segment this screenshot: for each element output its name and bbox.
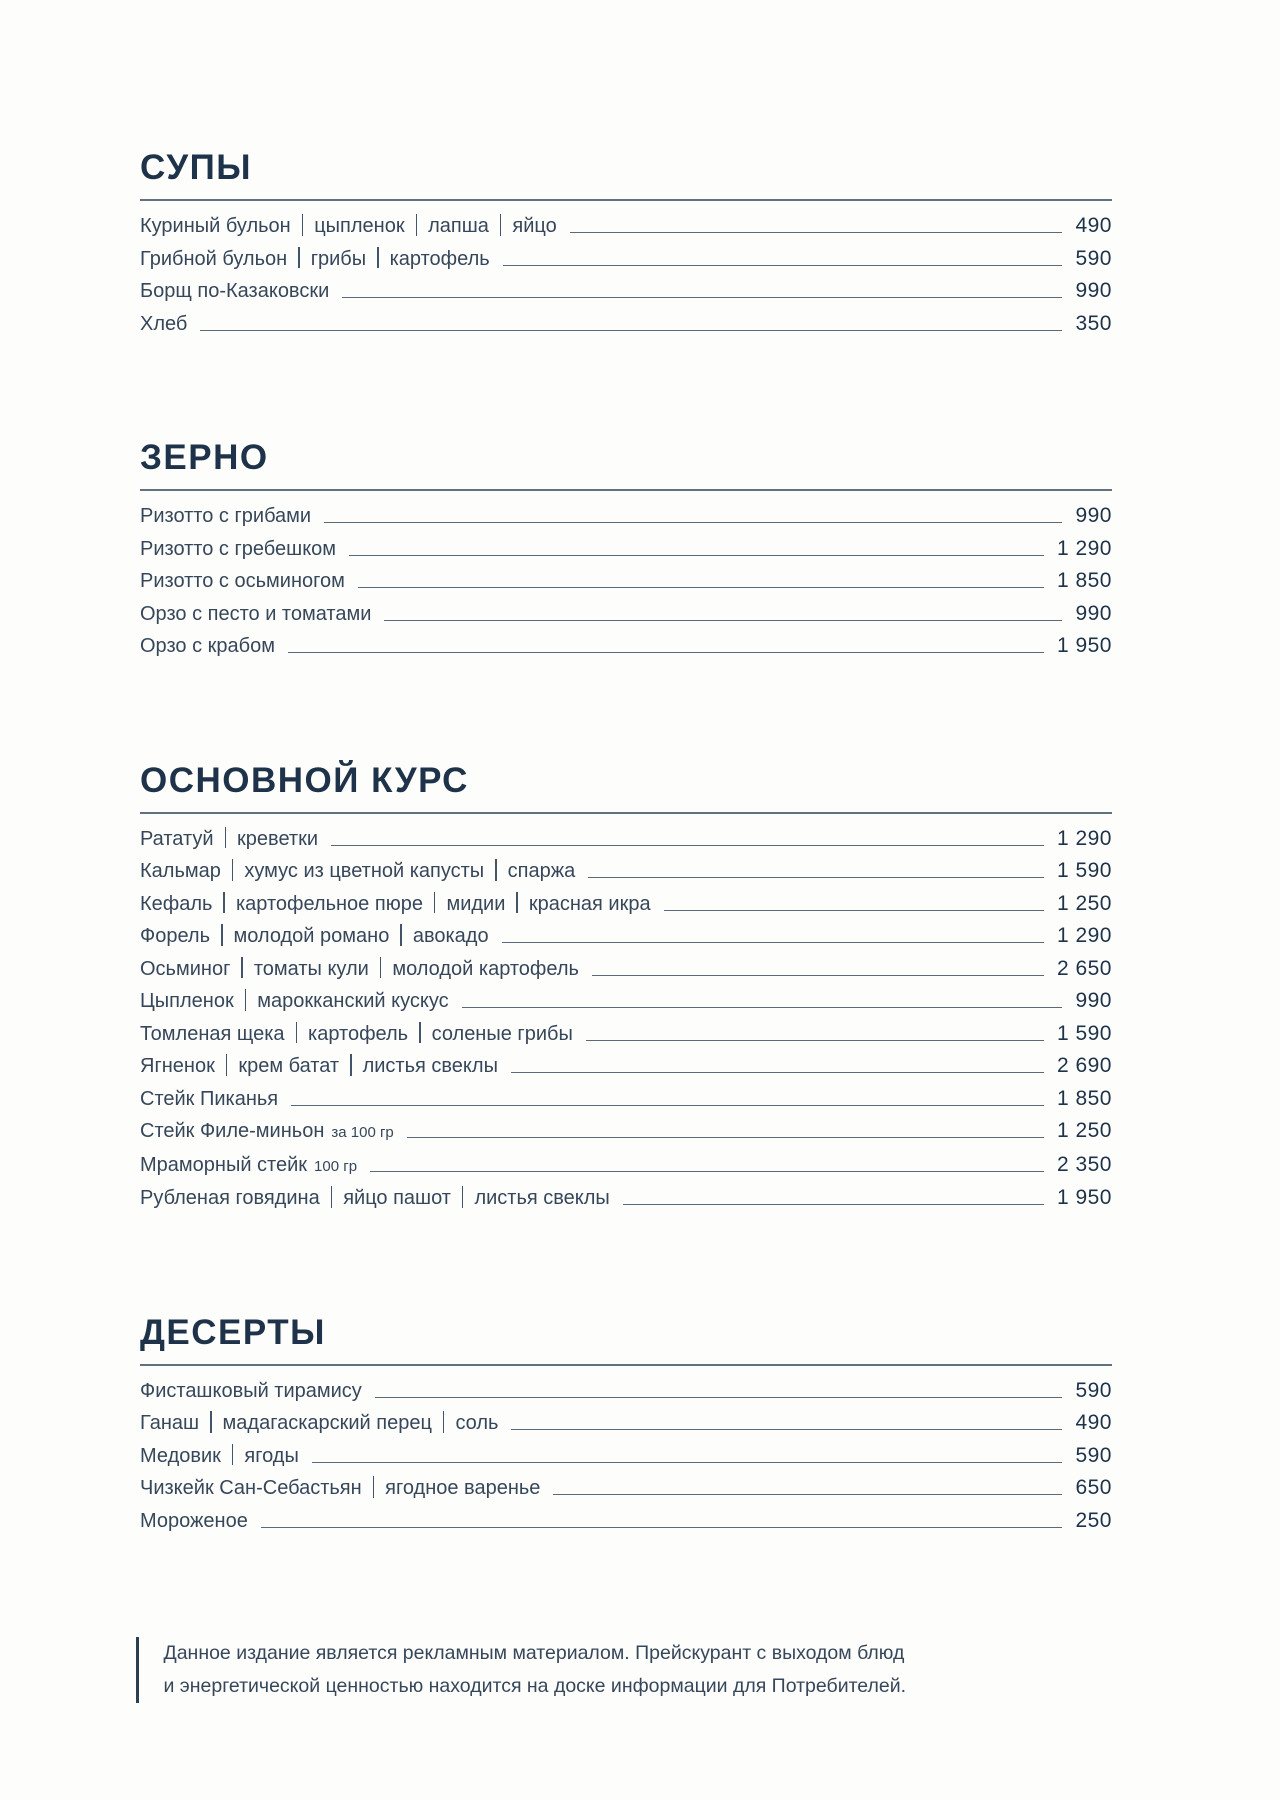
item-price: 590 — [1075, 1378, 1112, 1402]
ingredient-separator — [380, 957, 382, 979]
menu-item-row — [140, 243, 1112, 276]
menu-item-row — [140, 985, 1112, 1018]
item-name: Орзо с песто и томатами — [140, 602, 372, 625]
item-ingredient: молодой картофель — [392, 957, 579, 980]
ingredient-separator — [377, 247, 379, 269]
leader-line — [664, 910, 1044, 911]
menu-item-row — [140, 533, 1112, 566]
item-price: 2 690 — [1056, 1054, 1112, 1077]
leader-line — [342, 297, 1062, 298]
menu-item-row — [140, 1149, 1112, 1183]
menu-item-row — [140, 1115, 1112, 1149]
item-name: Грибной бульон — [140, 247, 288, 270]
menu-section — [140, 1312, 1112, 1538]
ingredient-separator — [210, 1411, 212, 1433]
item-note: за 100 гр — [331, 1124, 394, 1141]
item-price: 1 850 — [1056, 1086, 1112, 1110]
menu-item-row — [140, 630, 1112, 663]
ingredient-separator — [500, 214, 502, 236]
item-name: Ягненок — [140, 1055, 215, 1077]
item-text — [140, 244, 490, 276]
item-text — [140, 599, 371, 631]
item-name: Ризотто с осьминогом — [140, 570, 345, 592]
leader-line — [291, 1105, 1044, 1106]
section-title: ДЕСЕРТЫ — [140, 1312, 326, 1352]
item-name: Рататуй — [140, 827, 214, 850]
leader-line — [586, 1040, 1044, 1041]
item-name: Осьминог — [140, 957, 231, 980]
menu-item-row — [140, 823, 1112, 856]
item-text — [140, 824, 318, 856]
menu-item-row — [140, 920, 1112, 953]
leader-line — [384, 620, 1062, 621]
ingredient-separator — [223, 892, 225, 914]
item-text — [140, 211, 557, 243]
item-ingredient: крем батат — [238, 1055, 340, 1077]
item-name: Стейк Пиканья — [140, 1087, 279, 1110]
item-name: Ганаш — [140, 1412, 200, 1434]
item-price: 1 850 — [1056, 569, 1112, 592]
item-price: 350 — [1075, 311, 1112, 335]
footer-accent-bar — [136, 1637, 139, 1703]
item-price: 590 — [1075, 246, 1112, 270]
ingredient-separator — [331, 1186, 333, 1208]
section-items — [140, 814, 1112, 1215]
item-ingredient: ягодное варенье — [385, 1477, 541, 1499]
item-ingredient: соль — [455, 1412, 499, 1434]
leader-line — [503, 265, 1063, 266]
leader-line — [370, 1171, 1044, 1172]
footer-note — [136, 1637, 1112, 1703]
item-text — [140, 1183, 610, 1215]
item-name: Томленая щека — [140, 1022, 285, 1045]
menu-item-row — [140, 210, 1112, 243]
item-ingredient: марокканский кускус — [257, 990, 449, 1012]
item-price: 590 — [1075, 1443, 1112, 1467]
ingredient-separator — [443, 1411, 445, 1433]
ingredient-separator — [296, 1022, 298, 1044]
section-items — [140, 1366, 1112, 1538]
menu-item-row — [140, 1182, 1112, 1215]
menu-item-row — [140, 1083, 1112, 1116]
leader-line — [261, 1527, 1063, 1528]
menu-item-row — [140, 953, 1112, 986]
item-name: Цыпленок — [140, 990, 234, 1012]
item-ingredient: ягоды — [244, 1444, 299, 1467]
item-price: 1 290 — [1056, 536, 1112, 560]
item-ingredient: хумус из цветной капусты — [244, 860, 485, 882]
leader-line — [331, 845, 1044, 846]
leader-line — [511, 1072, 1044, 1073]
item-name: Борщ по-Казаковски — [140, 280, 330, 302]
section-title: СУПЫ — [140, 148, 253, 187]
item-text — [140, 1150, 357, 1183]
menu-section — [140, 150, 1112, 340]
item-text — [140, 856, 575, 888]
section-title: ОСНОВНОЙ КУРС — [140, 760, 469, 800]
item-ingredient: картофельное пюре — [235, 892, 423, 915]
item-ingredient: молодой романо — [233, 925, 390, 947]
item-price: 1 950 — [1056, 1186, 1112, 1209]
item-ingredient: картофель — [308, 1022, 409, 1045]
item-text — [140, 534, 336, 566]
footer-text-line1: Данное издание является рекламным материалом. Прейскурант с выходом блюд — [163, 1642, 905, 1664]
menu-section — [140, 440, 1112, 663]
item-ingredient: листья свеклы — [362, 1055, 498, 1077]
leader-line — [349, 555, 1044, 556]
ingredient-separator — [495, 859, 497, 881]
item-price: 990 — [1075, 989, 1112, 1012]
leader-line — [502, 942, 1044, 943]
menu-section — [140, 760, 1112, 1215]
ingredient-separator — [350, 1054, 352, 1076]
footer-text-line2: и энергетической ценностью находится на доске информации для Потребителей. — [163, 1675, 907, 1697]
item-text — [140, 889, 651, 921]
ingredient-separator — [232, 859, 234, 881]
item-ingredient: грибы — [310, 247, 367, 270]
menu-item-row — [140, 1472, 1112, 1505]
menu-item-row — [140, 1440, 1112, 1473]
item-text — [140, 921, 489, 953]
item-price: 250 — [1075, 1508, 1112, 1532]
item-price: 990 — [1075, 504, 1112, 527]
item-name: Кефаль — [140, 892, 213, 915]
leader-line — [375, 1397, 1063, 1398]
item-ingredient: авокадо — [412, 925, 489, 947]
item-ingredient: спаржа — [507, 860, 576, 882]
leader-line — [553, 1494, 1062, 1495]
ingredient-separator — [462, 1186, 464, 1208]
leader-line — [407, 1137, 1044, 1138]
item-text — [140, 1116, 394, 1149]
item-note: 100 гр — [314, 1157, 358, 1175]
ingredient-separator — [416, 214, 418, 236]
menu-item-row — [140, 1505, 1112, 1538]
item-ingredient: листья свеклы — [474, 1187, 610, 1209]
leader-line — [288, 652, 1044, 653]
menu-item-row — [140, 500, 1112, 533]
menu-item-row — [140, 888, 1112, 921]
item-ingredient: яйцо пашот — [343, 1187, 451, 1209]
item-ingredient: лапша — [428, 215, 489, 237]
menu-item-row — [140, 598, 1112, 631]
item-name: Рубленая говядина — [140, 1187, 320, 1209]
item-text — [140, 1408, 498, 1440]
item-text — [140, 276, 329, 308]
item-text — [140, 1441, 299, 1473]
item-text — [140, 309, 187, 341]
item-price: 2 650 — [1056, 956, 1112, 980]
item-name: Куриный бульон — [140, 215, 291, 237]
item-ingredient: мидии — [446, 892, 506, 915]
ingredient-separator — [419, 1022, 421, 1044]
ingredient-separator — [400, 924, 402, 946]
ingredient-separator — [241, 957, 243, 979]
item-price: 1 250 — [1056, 1119, 1112, 1142]
leader-line — [588, 877, 1044, 878]
item-price: 1 290 — [1056, 924, 1112, 947]
item-price: 990 — [1075, 279, 1112, 302]
item-name: Мороженое — [140, 1509, 248, 1532]
leader-line — [570, 232, 1063, 233]
item-text — [140, 1019, 573, 1051]
item-text — [140, 631, 275, 663]
item-price: 490 — [1075, 1411, 1112, 1434]
menu-item-row — [140, 1407, 1112, 1440]
leader-line — [324, 522, 1062, 523]
menu-item-row — [140, 1018, 1112, 1051]
item-text — [140, 566, 345, 598]
ingredient-separator — [373, 1476, 375, 1498]
menu-item-row — [140, 275, 1112, 308]
menu-item-row — [140, 1375, 1112, 1408]
item-price: 1 250 — [1056, 891, 1112, 915]
menu-item-row — [140, 308, 1112, 341]
ingredient-separator — [221, 924, 223, 946]
item-name: Медовик — [140, 1444, 221, 1467]
item-text — [140, 1084, 278, 1116]
item-price: 1 290 — [1056, 826, 1112, 850]
item-text — [140, 501, 311, 533]
ingredient-separator — [298, 247, 300, 269]
item-name: Стейк Филе-миньон — [140, 1120, 325, 1142]
ingredient-separator — [225, 827, 227, 849]
item-price: 650 — [1075, 1476, 1112, 1499]
ingredient-separator — [302, 214, 304, 236]
leader-line — [511, 1429, 1062, 1430]
leader-line — [592, 975, 1044, 976]
ingredient-separator — [245, 989, 247, 1011]
item-ingredient: цыпленок — [314, 215, 405, 237]
item-ingredient: картофель — [389, 247, 490, 270]
item-name: Мраморный стейк — [140, 1153, 308, 1176]
item-price: 1 950 — [1056, 634, 1112, 657]
item-name: Кальмар — [140, 860, 221, 882]
ingredient-separator — [516, 892, 518, 914]
item-price: 2 350 — [1056, 1152, 1112, 1176]
item-ingredient: красная икра — [528, 892, 651, 915]
leader-line — [358, 587, 1044, 588]
item-name: Чизкейк Сан-Себастьян — [140, 1477, 362, 1499]
item-ingredient: томаты кули — [253, 957, 369, 980]
item-name: Хлеб — [140, 312, 188, 335]
item-price: 1 590 — [1056, 1021, 1112, 1045]
ingredient-separator — [232, 1444, 234, 1466]
ingredient-separator — [226, 1054, 228, 1076]
item-text — [140, 1376, 362, 1408]
item-name: Орзо с крабом — [140, 635, 275, 657]
item-name: Форель — [140, 925, 210, 947]
item-price: 1 590 — [1056, 859, 1112, 882]
section-items — [140, 201, 1112, 340]
menu-sections — [140, 150, 1112, 1537]
leader-line — [200, 330, 1062, 331]
item-price: 990 — [1075, 601, 1112, 625]
menu-item-row — [140, 565, 1112, 598]
section-title: ЗЕРНО — [140, 438, 269, 477]
item-price: 490 — [1075, 214, 1112, 237]
section-items — [140, 491, 1112, 663]
item-name: Ризотто с гребешком — [140, 537, 337, 560]
menu-item-row — [140, 1050, 1112, 1083]
footer-text — [164, 1637, 907, 1703]
item-name: Ризотто с грибами — [140, 505, 312, 527]
item-text — [140, 986, 449, 1018]
item-text — [140, 1473, 540, 1505]
leader-line — [462, 1007, 1063, 1008]
item-ingredient: яйцо — [512, 215, 557, 237]
item-name: Фисташковый тирамису — [140, 1379, 362, 1402]
item-text — [140, 1506, 248, 1538]
item-text — [140, 1051, 498, 1083]
item-ingredient: мадагаскарский перец — [222, 1412, 432, 1434]
item-ingredient: соленые грибы — [431, 1022, 573, 1045]
item-text — [140, 954, 579, 986]
ingredient-separator — [434, 892, 436, 914]
menu-item-row — [140, 855, 1112, 888]
item-ingredient: креветки — [237, 827, 318, 850]
leader-line — [312, 1462, 1063, 1463]
leader-line — [623, 1204, 1044, 1205]
